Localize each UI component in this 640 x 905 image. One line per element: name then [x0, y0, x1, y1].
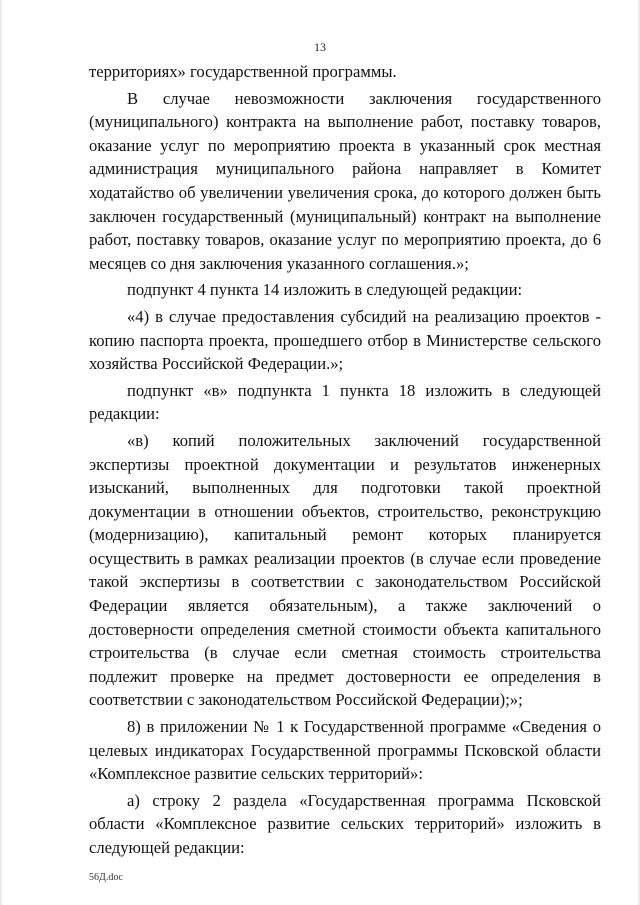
paragraph-7: 8) в приложении № 1 к Государственной программе «Сведения о целевых индикаторах Государственной программы Псковской области «Комплексное развитие сельских территорий»:	[89, 717, 601, 784]
paragraph-3: подпункт 4 пункта 14 изложить в следующей редакции:	[127, 280, 523, 300]
paragraph-2: В случае невозможности заключения государственного (муниципального) контракта на выполнение работ, поставку товаров, оказание услуг по мероприятию проекта в указанный срок местная администрация муниципального района направляет в Комитет ходатайство об увеличении увеличения срока, до которого должен быть заключен государственный (муниципальный) контракт на выполнение работ, поставку товаров, оказание услуг по мероприятию проекта, до 6 месяцев со дня заключения указанного соглашения.»;	[89, 88, 601, 273]
paragraph-6: «в) копий положительных заключений государственной экспертизы проектной документации и результатов инженерных изысканий, выполненных для подготовки такой проектной документации в отношении объектов, строительство, реконструкцию (модернизацию), капитальный ремонт которых планируется осуществить в рамках реализации проектов (в случае если проведение такой экспертизы в соответствии с законодательством Российской Федерации является обязательным), а также заключений о достоверности определения сметной стоимости объекта капитального строительства (в случае если сметная стоимость строительства подлежит проверке на предмет достоверности ее определения в соответствии с законодательством Российской Федерации);»;	[89, 430, 601, 710]
footer-filename: 56Д.doc	[89, 872, 123, 883]
paragraph-5: подпункт «в» подпункта 1 пункта 18 изложить в следующей редакции:	[89, 380, 601, 424]
paragraph-1: территориях» государственной программы.	[89, 62, 397, 81]
page-number: 13	[314, 40, 326, 54]
paragraph-8: а) строку 2 раздела «Государственная программа Псковской области «Комплексное развитие сельских территорий» изложить в следующей редакции:	[89, 790, 601, 857]
paragraph-4: «4) в случае предоставления субсидий на реализацию проектов - копию паспорта проекта, прошедшего отбор в Министерстве сельского хозяйства Российской Федерации.»;	[89, 306, 601, 374]
document-body	[89, 60, 601, 863]
scan-edge-left	[0, 0, 3, 905]
